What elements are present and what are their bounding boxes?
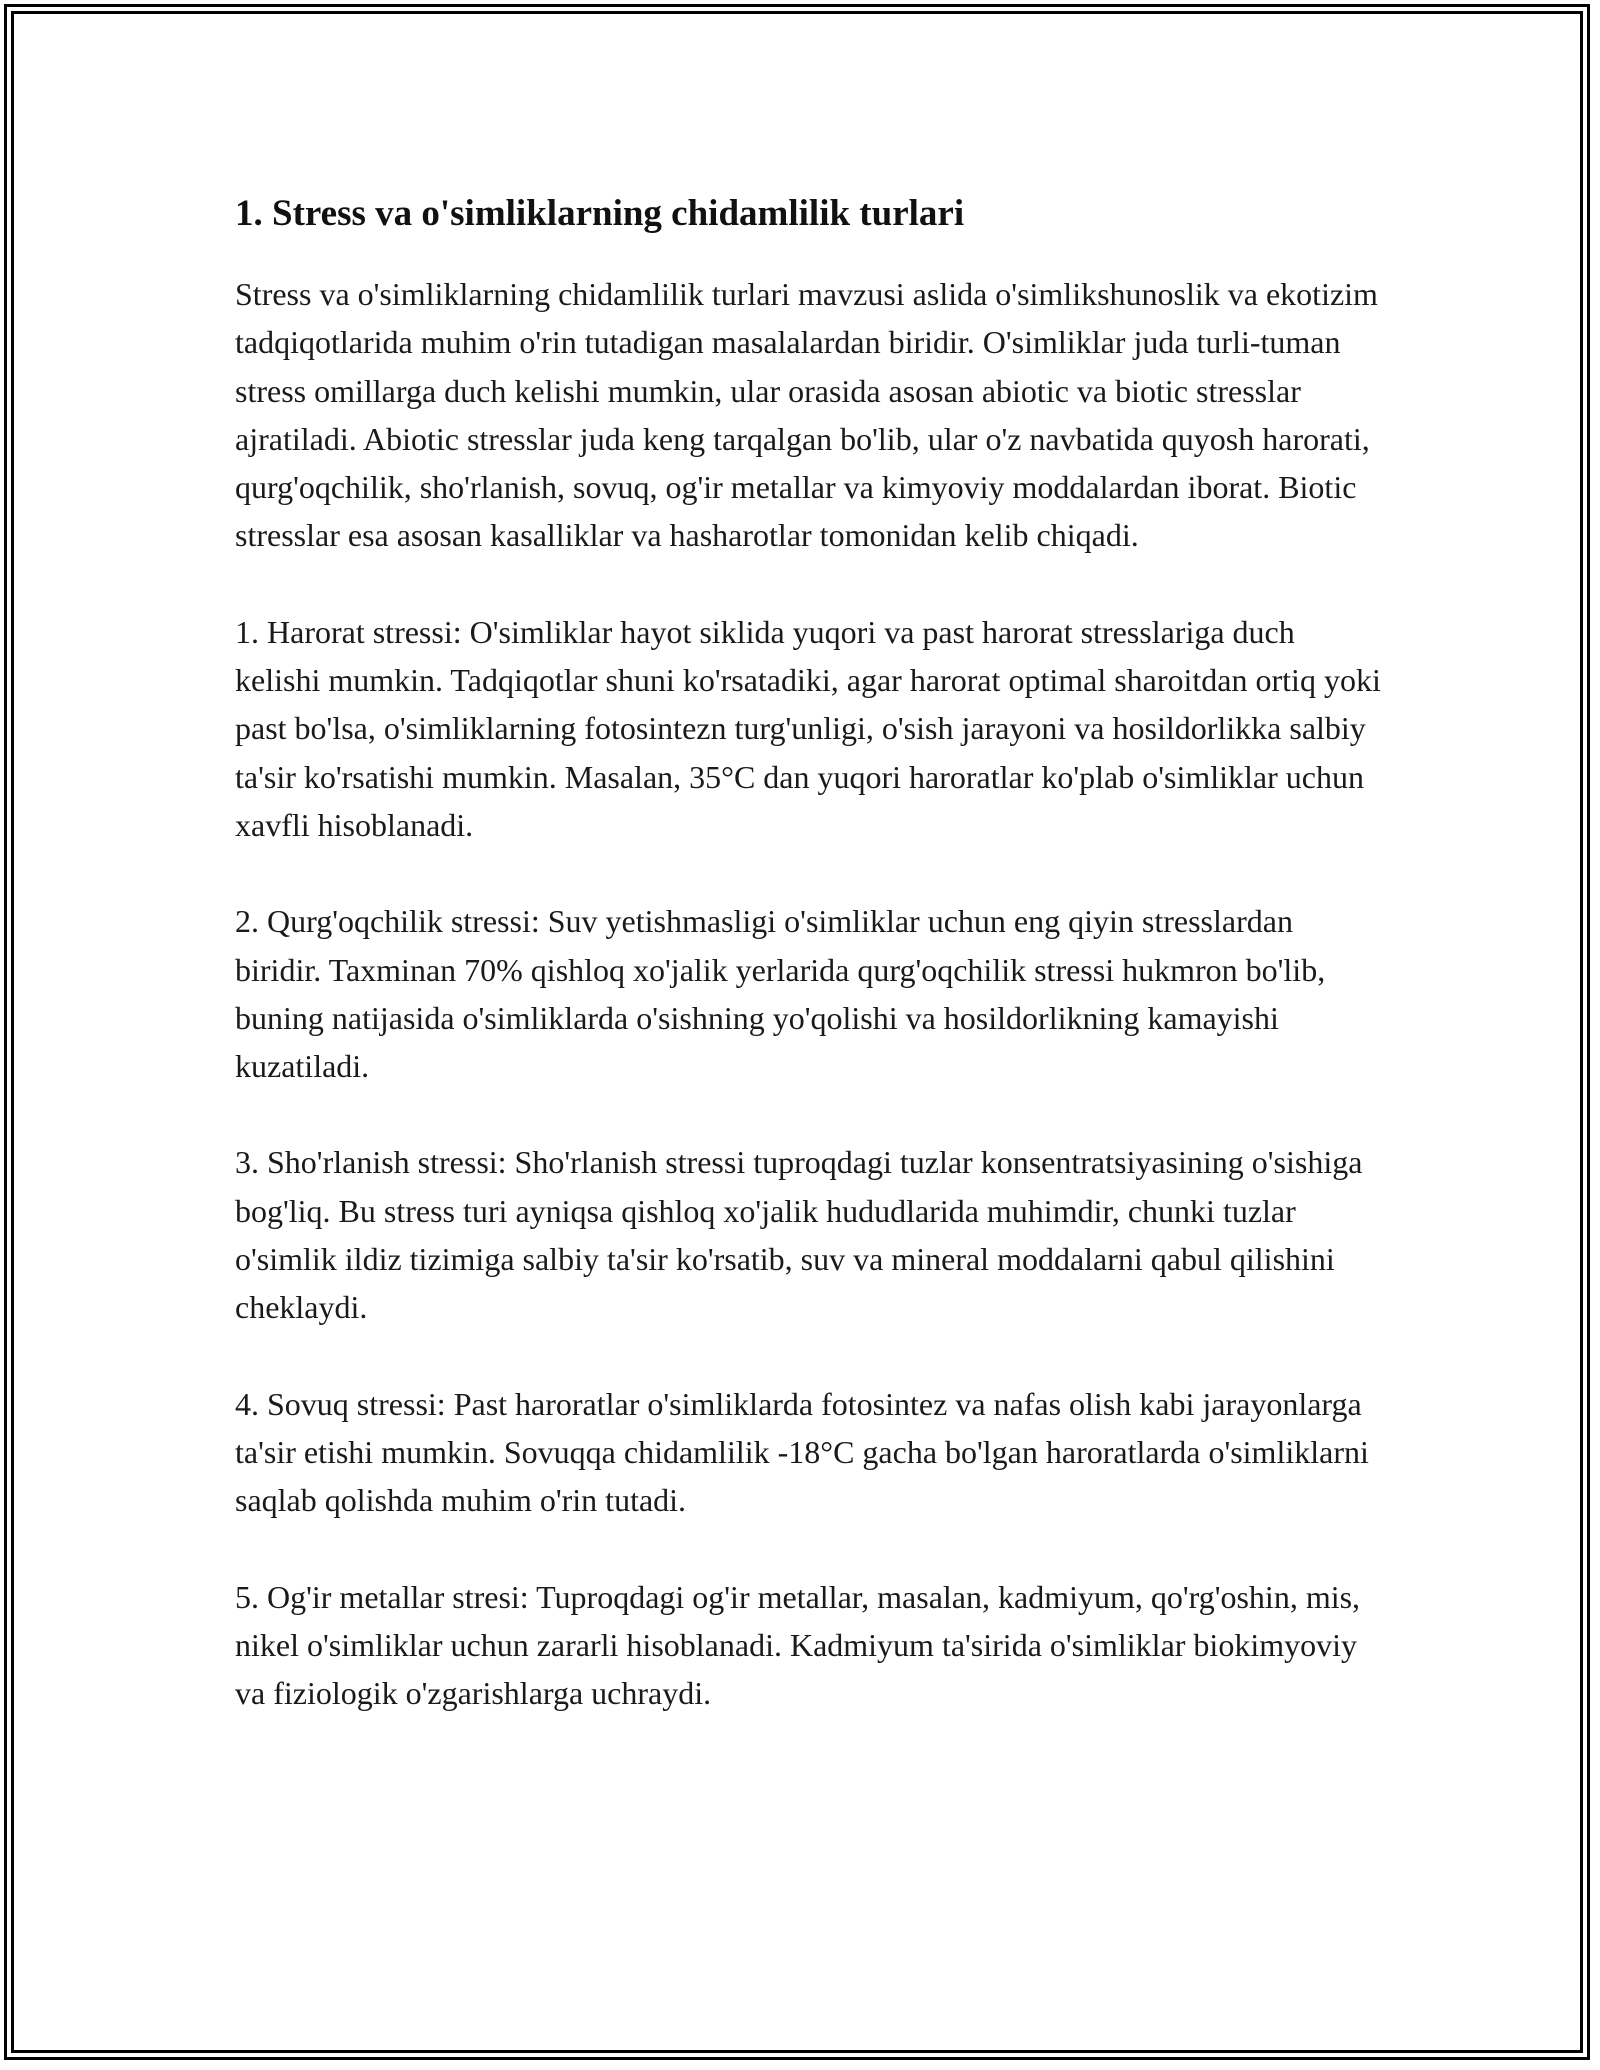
paragraph-qurgoqchilik-stressi: 2. Qurg'oqchilik stressi: Suv yetishmasligi o'simliklar uchun eng qiyin stresslardan biridir. Taxminan 70% qishloq xo'jalik yerlarida qurg'oqchilik stressi hukmron bo'lib, buning natijasida o'simliklarda o'sishning yo'qolishi va hosildorlikning kamayishi kuzatiladi.: [235, 903, 1326, 1085]
paragraph-ogir-metallar-stresi: 5. Og'ir metallar stresi: Tuproqdagi og'ir metallar, masalan, kadmiyum, qo'rg'oshin, mis, nikel o'simliklar uchun zararli hisoblanadi. Kadmiyum ta'sirida o'simliklar biokimyoviy va fiziologik o'zgarishlarga uchraydi.: [235, 1578, 1361, 1712]
paragraph-sovuq-stressi: 4. Sovuq stressi: Past haroratlar o'simliklarda fotosintez va nafas olish kabi jarayonlarga ta'sir etishi mumkin. Sovuqqa chidamlilik -18°C gacha bo'lgan haroratlarda o'simliklarni saqlab qolishda muhim o'rin tutadi.: [235, 1385, 1369, 1519]
intro-paragraph: Stress va o'simliklarning chidamlilik turlari mavzusi aslida o'simlikshunoslik va ekotizim tadqiqotlarida muhim o'rin tutadigan masalalardan biridir. O'simliklar juda turli-tuman stress omillarga duch kelishi mumkin, ular orasida asosan abiotic va biotic stresslar ajratiladi. Abiotic stresslar juda keng tarqalgan bo'lib, ular o'z navbatida quyosh harorati, qurg'oqchilik, sho'rlanish, sovuq, og'ir metallar va kimyoviy moddalardan iborat. Biotic stresslar esa asosan kasalliklar va hasharotlar tomonidan kelib chiqadi.: [235, 276, 1378, 554]
document-body: [235, 186, 1385, 1765]
paragraph-shorlanish-stressi: 3. Sho'rlanish stressi: Sho'rlanish stressi tuproqdagi tuzlar konsentratsiyasining o'sishiga bog'liq. Bu stress turi ayniqsa qishloq xo'jalik hududlarida muhimdir, chunki tuzlar o'simlik ildiz tizimiga salbiy ta'sir ko'rsatib, suv va mineral moddalarni qabul qilishini cheklaydi.: [235, 1144, 1363, 1326]
paragraph-harorat-stressi: 1. Harorat stressi: O'simliklar hayot siklida yuqori va past harorat stresslariga duch kelishi mumkin. Tadqiqotlar shuni ko'rsatadiki, agar harorat optimal sharoitdan ortiq yoki past bo'lsa, o'simliklarning fotosintezn turg'unligi, o'sish jarayoni va hosildorlikka salbiy ta'sir ko'rsatishi mumkin. Masalan, 35°C dan yuqori haroratlar ko'plab o'simliklar uchun xavfli hisoblanadi.: [235, 613, 1381, 843]
document-title: 1. Stress va o'simliklarning chidamlilik turlari: [235, 193, 965, 234]
